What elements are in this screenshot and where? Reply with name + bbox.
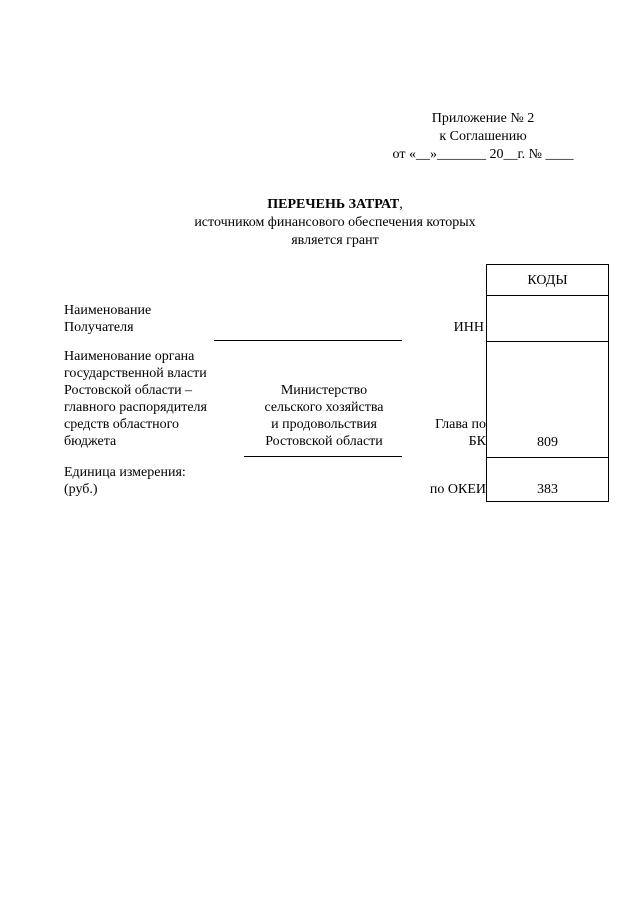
bk-label (404, 416, 486, 450)
okei-code-value: 383 (537, 482, 558, 497)
unit-label-line2: (руб.) (64, 482, 98, 497)
authority-label-line: государственной власти (64, 366, 207, 381)
title-subtitle-line1: источником финансового обеспечения которых (194, 215, 476, 230)
appendix-agreement-ref: к Соглашению (439, 129, 527, 144)
codes-divider (487, 457, 608, 458)
authority-name-line: Ростовской области (265, 434, 383, 449)
authority-name-value (244, 382, 404, 450)
appendix-number: Приложение № 2 (431, 111, 535, 126)
unit-label-line1: Единица измерения: (64, 465, 186, 480)
appendix-reference (370, 110, 596, 164)
authority-label (64, 348, 207, 450)
authority-name-line: сельского хозяйства (264, 400, 384, 415)
codes-divider (487, 295, 608, 296)
authority-label-line: Ростовской области – (64, 383, 193, 398)
recipient-name-underline (214, 340, 402, 341)
appendix-date-number: от «__»_______ 20__г. № ____ (392, 147, 574, 162)
inn-label: ИНН (453, 320, 484, 335)
document-title (0, 196, 640, 250)
authority-label-line: средств областного (64, 417, 180, 432)
codes-divider (487, 341, 608, 342)
codes-table (486, 264, 609, 502)
codes-header: КОДЫ (527, 273, 568, 288)
unit-label (64, 464, 186, 498)
bk-label-line1: Глава по (435, 417, 486, 432)
recipient-label (64, 302, 151, 336)
title-bold-text: ПЕРЕЧЕНЬ ЗАТРАТ (267, 197, 400, 212)
authority-label-line: бюджета (64, 434, 117, 449)
authority-name-underline (244, 456, 402, 457)
authority-label-line: главного распорядителя (64, 400, 207, 415)
bk-code-value: 809 (537, 435, 558, 450)
title-comma: , (399, 197, 403, 212)
authority-name-line: и продовольствия (271, 417, 377, 432)
title-heading (0, 196, 640, 214)
recipient-label-line2: Получателя (64, 320, 134, 335)
okei-label: по ОКЕИ (429, 482, 486, 497)
authority-label-line: Наименование органа (64, 349, 195, 364)
bk-label-line2: БК (468, 434, 486, 449)
title-subtitle-line2: является грант (291, 233, 379, 248)
authority-name-line: Министерство (280, 383, 368, 398)
recipient-label-line1: Наименование (64, 303, 152, 318)
